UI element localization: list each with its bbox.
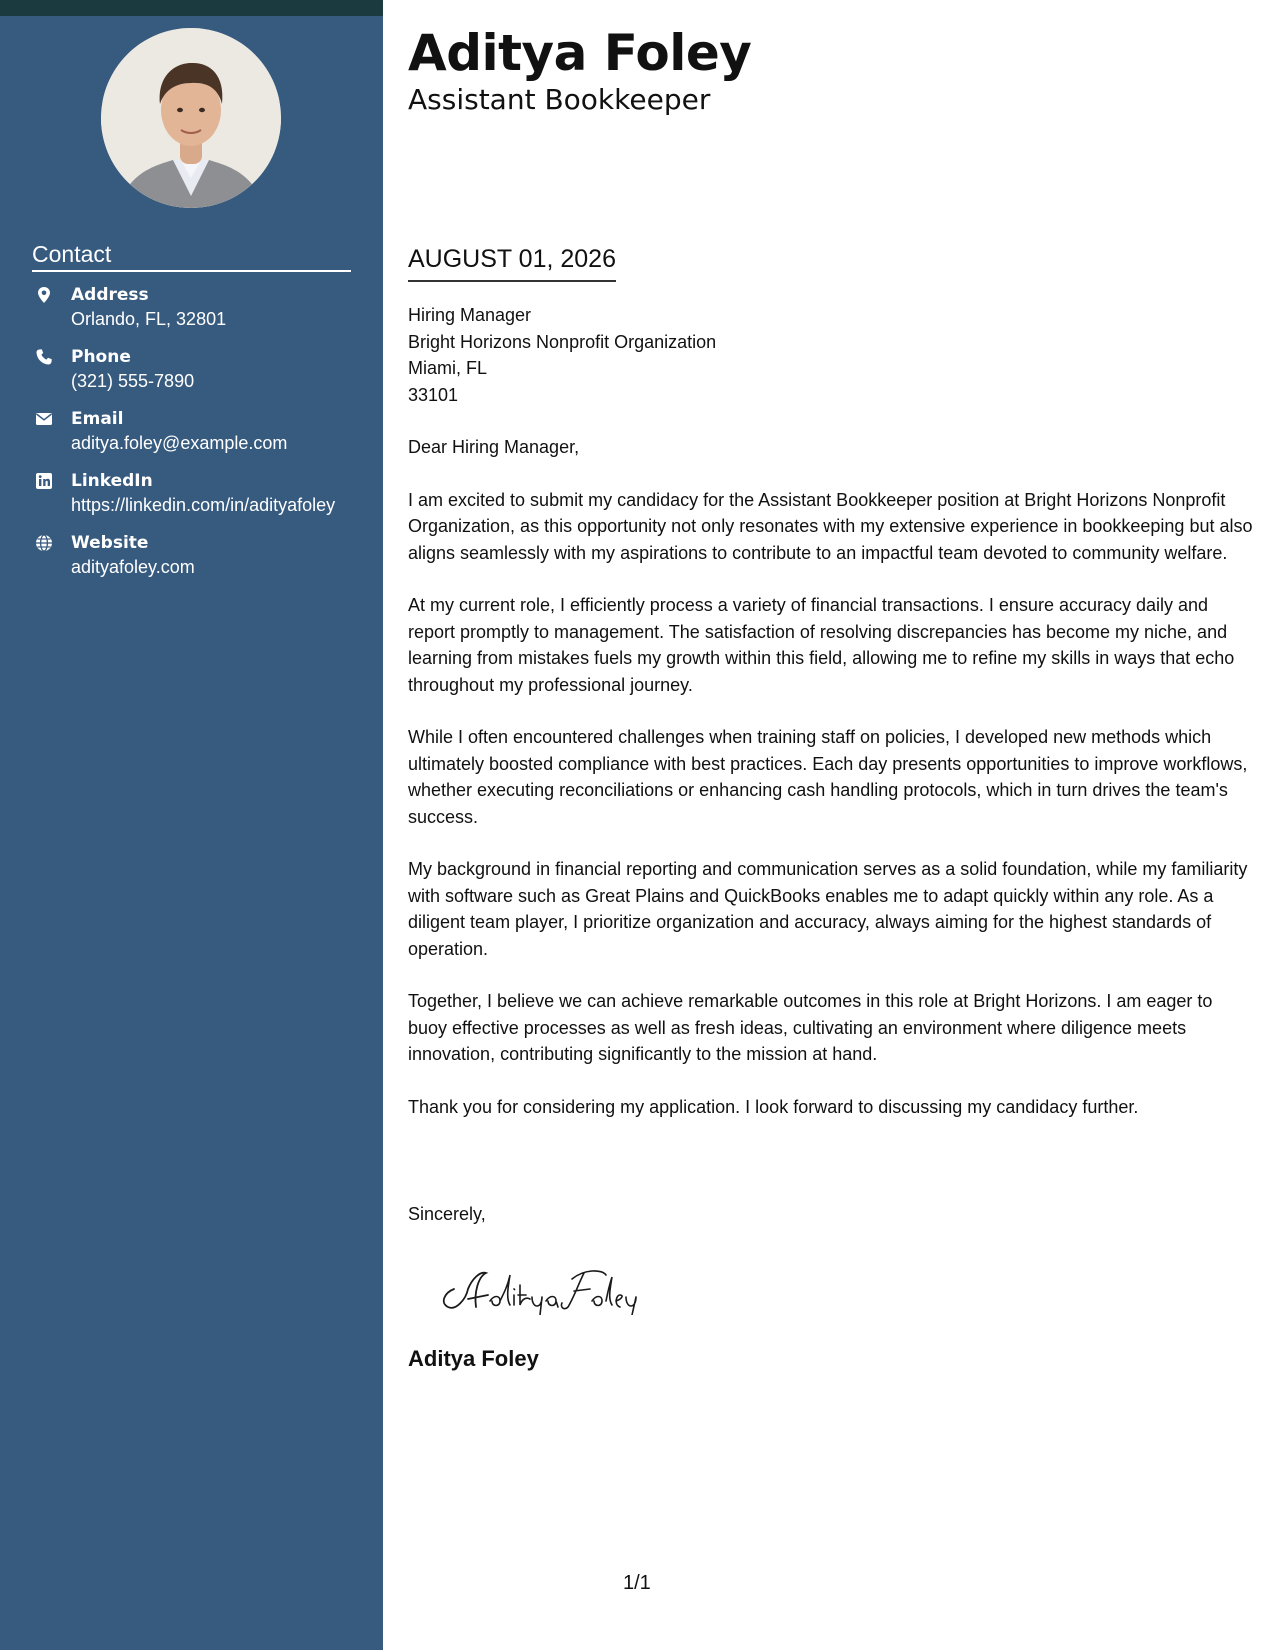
page-number: 1/1: [623, 1572, 651, 1594]
contact-value-website[interactable]: adityafoley.com: [71, 557, 195, 577]
contact-value-phone[interactable]: (321) 555-7890: [71, 371, 195, 391]
contact-label-address: Address: [71, 285, 149, 305]
contact-list: [32, 283, 351, 593]
contact-value-linkedin[interactable]: https://linkedin.com/in/adityafoley: [71, 495, 336, 515]
contact-label-phone: Phone: [71, 347, 131, 367]
contact-label-email: Email: [71, 409, 124, 429]
signature-graphic: [434, 1255, 654, 1315]
contact-value-email[interactable]: aditya.foley@example.com: [71, 433, 288, 453]
paragraph: At my current role, I efficiently process a variety of financial transactions. I ensure accuracy daily and report promptly to management. The satisfaction of resolving discrepancies has become my niche, and learning from mistakes fuels my growth within this field, allowing me to refine my skills in ways that echo throughout my professional journey.: [408, 595, 1235, 695]
avatar: [101, 28, 281, 208]
contact-phone: [32, 345, 351, 393]
contact-heading: Contact: [32, 240, 351, 272]
paragraph: Thank you for considering my application. I look forward to discussing my candidacy further.: [408, 1096, 1139, 1117]
letter-date: AUGUST 01, 2026: [408, 243, 616, 282]
signature: [434, 1255, 654, 1315]
recipient-block: [408, 302, 1253, 408]
sidebar: [0, 0, 383, 1650]
paragraph: My background in financial reporting and communication serves as a solid foundation, while my familiarity with software such as Great Plains and QuickBooks enables me to adapt quickly within any role. As a diligent team player, I prioritize organization and accuracy, always aiming for the highest standards of operation.: [408, 859, 1248, 959]
contact-label-website: Website: [71, 533, 149, 553]
recipient-zip: 33101: [408, 384, 459, 405]
map-pin-icon: [35, 286, 53, 304]
paragraph: Together, I believe we can achieve remarkable outcomes in this role at Bright Horizons. I am eager to buoy effective processes as well as fresh ideas, cultivating an environment where diligence meets innovation, contributing significantly to the mission at hand.: [408, 991, 1213, 1064]
recipient-organization: Bright Horizons Nonprofit Organization: [408, 331, 717, 352]
envelope-icon: [35, 410, 53, 428]
salutation: Dear Hiring Manager,: [408, 437, 580, 457]
contact-website: [32, 531, 351, 579]
phone-icon: [35, 348, 53, 366]
closing: Sincerely,: [408, 1204, 486, 1224]
globe-icon: [35, 534, 53, 552]
paragraph: While I often encountered challenges when training staff on policies, I developed new methods which ultimately boosted compliance with best practices. Each day presents opportunities to improve workflows, whether executing reconciliations or enhancing cash handling protocols, which in turn drives the team's success.: [408, 727, 1248, 827]
letter-body: [408, 302, 1253, 1120]
recipient-title: Hiring Manager: [408, 305, 532, 325]
profile-photo-icon: [101, 28, 281, 208]
signer-name: Aditya Foley: [408, 1346, 539, 1371]
candidate-name: Aditya Foley: [408, 24, 752, 82]
contact-email: [32, 407, 351, 455]
contact-linkedin: [32, 469, 351, 517]
contact-label-linkedin: LinkedIn: [71, 471, 153, 491]
contact-address: [32, 283, 351, 331]
contact-value-address: Orlando, FL, 32801: [71, 309, 227, 329]
recipient-city: Miami, FL: [408, 358, 488, 378]
paragraph: I am excited to submit my candidacy for the Assistant Bookkeeper position at Bright Horizons Nonprofit Organization, as this opportunity not only resonates with my extensive experience in bookkeeping but also aligns seamlessly with my aspirations to contribute to an impactful team devoted to community welfare.: [408, 489, 1253, 563]
sidebar-top-bar: [0, 0, 383, 16]
linkedin-icon: [35, 472, 53, 490]
job-title: Assistant Bookkeeper: [408, 83, 711, 116]
